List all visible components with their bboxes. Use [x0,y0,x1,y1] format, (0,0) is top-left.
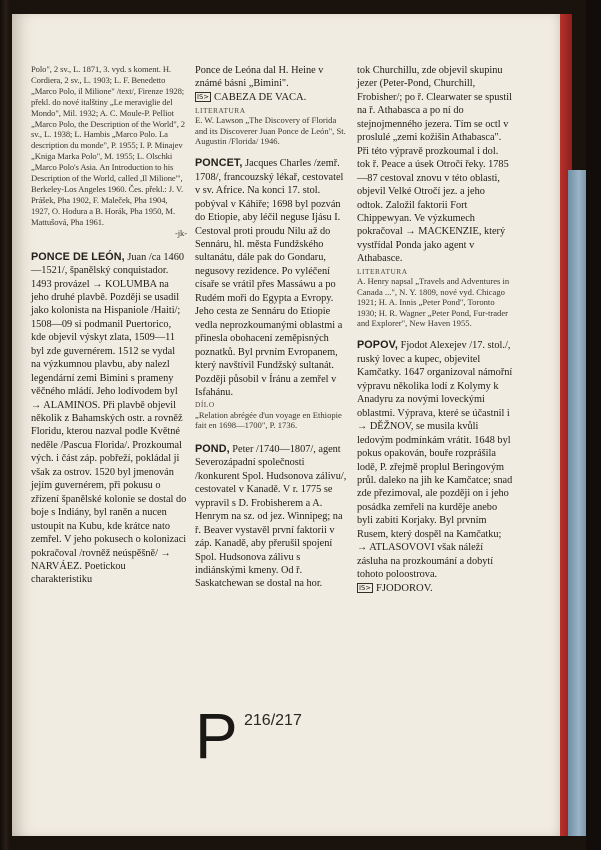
literature-text: E. W. Lawson „The Discovery of Florida and its Discoverer Juan Ponce de León", St. Augustin /Florida/ 1946. [195,115,346,146]
see-also-icon: IS> [197,92,210,101]
see-also-icon: IS> [359,583,372,592]
book-edge-blue [568,170,586,836]
reference-sign-row [31,228,187,239]
work-label: DÍLO [195,400,215,410]
see-also-ref: FJODOROV. [376,582,433,594]
literature-label: LITERATURA [195,105,246,115]
column-2 [195,64,350,591]
see-also [357,582,513,596]
ponce-continued: Ponce de Leóna dal H. Heine v známé básni „Bimini". [195,65,324,90]
entry-headword: POPOV, [357,339,399,352]
entry-headword: POND, [195,442,230,455]
entry-headword: PONCET, [195,157,243,170]
entry-forename: Juan [124,251,147,263]
pond-continued: tok Churchillu, zde objevil skupinu jezer (Peter-Pond, Churchill, Frobisher/; po ř. Clearwater se spustil na ř. Athabasca a po ní do stejnojmenného jezera. Tím se octl v proslulé „zemi kožišin Athabasca". Při této výpravě prozkoumal i dol. tok ř. Peace a úsek Otročí řeky. 1785—87 cestoval znovu v této oblasti, objevil Velké Otročí jez. a jeho odtok. Založil faktorii Fort Chippewyan. Ve výzkumech pokračoval → MACKENZIE, který vystřídal Ponda jako agent v Athabasce. [357,65,512,265]
entry-body: /zemř. 1708/, francouzský lékař, cestovatel v sv. Africe. Na konci 17. stol. pobýval v Káhiře; 1698 byl pozván do Etiopie, aby léčil neguse Ijásu I. Cestoval proti proudu Nilu až do Sennáru, hl. města Fundžského sultanátu, dále pak do Gondaru, negusovy rezidence. Po vyléčení císaře se vrátil přes Massáwu a po Rudém moři do Egypta a Evropy. Jeho cesta ze Sennáru do Etiopie vedla neprozkoumanými oblastmi a přinesla obohacení zeměpisných poznatků. Byl prvním Evropanem, který navštívil Fundžský sultanát. Později působil v Íránu a zemřel v Isfahánu. [195,158,344,399]
column-3 [357,64,513,595]
author-sign: -jk- [174,227,187,238]
polo-references: Polo", 2 sv., L. 1871, 3. vyd. s koment. H. Cordiera, 2 sv., L. 1903; L. F. Benedetto „Marco Polo, il Milione" /text/, Firenze 1928; překl. do nové italštiny „Le meraviglie del Mondo", Mil. 1932; A. C. Moule-P. Pelliot „Marco Polo, the Description of the World", 2 sv., L. 1938; L. Hambis „Marco Polo. La description du monde", P. 1955; I. P. Minajev „Kniga Marka Polo", M. 1955; L. Olschki „Marco Polo's Asia. An Introduction to his Description of the World, called ,Il Milione'", Berkeley-Los Angeles 1960. Čes. překl.: J. V. Prášek, Pha 1902, F. Maleček, Pha 1904, 1927, O. Hodura a B. Horák, Pha 1950, M. Mattušová, Pha 1961. [31,64,186,227]
section-letter: P [195,700,237,772]
entry-headword: PONCE DE LEÓN, [31,250,125,263]
entry-forename: Fjodot Alexejev [398,340,467,352]
entry-body: /17. stol./, ruský lovec a kupec, objevitel Kamčatky. 1647 organizoval námořní výpravu několika lodí z Kolymy k Anadyru za novými loveckými oblastmi. Výprava, které se účastnil i → DĚŽNOV, se musila kvůli ledovým podmínkám vrátit. 1648 byl pokus opakován, bouře rozprášila lodě, P. zřejmě proplul Beringovým průl. daleko na jih ke Kamčatce; snad zde přezimoval, ale později on i jeho posádka zemřeli na kurděje anebo byli zabiti Korjaky. Byl prvním Rusem, který dospěl na Kamčatku; → ATLASOVOVI však náleží zásluha na prozkoumání a dobytí tohoto poloostrova. [357,340,513,581]
entry-forename: Peter [229,443,254,455]
entry-body: /ca 1460—1521/, španělský conquistador. 1493 provázel → KOLUMBA na jeho druhé plavbě. Později se usadil jako kolonista na Hispaniole /Haiti/; 1508—09 si podmanil Puertorico, kde objevil výskyt zlata, 1509—11 byl zde guvernérem. 1512 se vydal na výzkumnou plavbu, aby nalezl legendární zemi Bimini s prameny věčného mládí. Jeho lodivodem byl → ALAMINOS. Při plavbě objevil několik z Bahamských ostr. a rovněž Floridu, kterou nazval podle Květné neděle /Pascua Florida/. Prozkoumal vých. i část záp. pobřeží, pokládal ji však za ostrov. 1520 byl jmenován jejím guvernérem, při pokusu o zřízení španělské kolonie se dostal do boje s Indiány, byl raněn a nucen ustoupit na Kubu, kde krátce nato zemřel. V jeho pokusech o kolonizaci pokračoval /rovněž neúspěšně/ → NARVÁEZ. Poetickou charakteristiku [31,251,187,586]
column-1 [31,64,187,587]
literature-text: A. Henry napsal „Travels and Adventures in Canada ...", N. Y. 1809, nové vyd. Chicago 1921; H. A. Innis „Peter Pond", Toronto 1930; H. R. Wagner „Peter Pond, Fur-trader and Explorer", New Haven 1955. [357,276,510,329]
entry-forename: Jacques Charles [242,158,312,170]
literature-label: LITERATURA [357,266,408,276]
entry-pond [195,443,350,591]
page-numbers: 216/217 [244,712,302,729]
see-also-ref: CABEZA DE VACA. [214,91,307,103]
see-also [195,91,350,105]
entry-ponce-de-leon [31,251,187,587]
background-edge [586,0,601,850]
entry-body: /1740—1807/, agent Severozápadní společnosti /konkurent Spol. Hudsonova zálivu/, cestovatel v Kanadě. V r. 1775 se vypravil s D. Frobisherem a A. Henrym na sz. od jez. Winnipeg; na ř. Beaver vystavěl první faktorii v záp. Kanadě, aby přerušil spojení Spol. Hudsonova zálivu s indiánskými kmeny. Od ř. Saskatchewan se dostal na hor. [195,443,347,590]
work-text: „Relation abrégée d'un voyage en Ethiopie fait en 1698—1700", P. 1736. [195,410,342,431]
entry-poncet [195,157,350,399]
entry-popov [357,339,513,581]
